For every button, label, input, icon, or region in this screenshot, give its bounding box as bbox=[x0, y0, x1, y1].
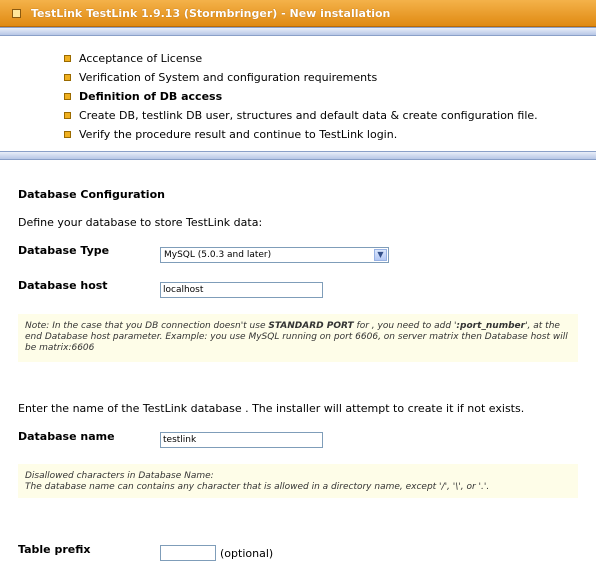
step-label: Acceptance of License bbox=[79, 52, 203, 65]
db-type-label: Database Type bbox=[18, 244, 110, 257]
table-prefix-label: Table prefix bbox=[18, 543, 91, 556]
step-item-license bbox=[64, 52, 538, 71]
step-item-create-db bbox=[64, 109, 538, 128]
header-divider bbox=[0, 27, 596, 36]
port-note-text: ', at the end Database host parameter. Example: you use MySQL running on port 6606, on server matrix then Database host will be matrix:6606 bbox=[25, 321, 568, 353]
db-name-label: Database name bbox=[18, 430, 115, 443]
window-icon bbox=[12, 9, 21, 18]
db-name-note bbox=[18, 464, 578, 498]
step-label: Verification of System and configuration requirements bbox=[79, 71, 378, 84]
db-name-note-line: Disallowed characters in Database Name: bbox=[25, 471, 214, 481]
db-name-instruction: Enter the name of the TestLink database . The installer will attempt to create it if not exists. bbox=[18, 402, 525, 415]
step-item-verification bbox=[64, 71, 538, 90]
define-instruction: Define your database to store TestLink data: bbox=[18, 216, 263, 229]
db-host-input[interactable]: localhost bbox=[160, 282, 323, 298]
db-type-selected-value: MySQL (5.0.3 and later) bbox=[164, 250, 272, 260]
step-label: Verify the procedure result and continue to TestLink login. bbox=[79, 128, 398, 141]
section-divider bbox=[0, 151, 596, 160]
db-host-label: Database host bbox=[18, 279, 108, 292]
port-note-emphasis: STANDARD PORT bbox=[268, 321, 354, 331]
db-name-input[interactable]: testlink bbox=[160, 432, 323, 448]
db-name-note-line: The database name can contains any character that is allowed in a directory name, except '/', '\', or '.'. bbox=[25, 482, 490, 492]
port-note-text: Note: In the case that you DB connection doesn't use bbox=[25, 321, 269, 331]
step-label-current: Definition of DB access bbox=[79, 90, 223, 103]
step-item-verify bbox=[64, 128, 538, 147]
chevron-down-icon[interactable]: ▼ bbox=[374, 249, 387, 261]
bullet-icon bbox=[64, 112, 71, 119]
window-title-bar bbox=[0, 0, 596, 27]
step-item-db-access bbox=[64, 90, 538, 109]
section-title: Database Configuration bbox=[18, 188, 165, 201]
installation-steps bbox=[64, 52, 538, 147]
bullet-icon bbox=[64, 55, 71, 62]
bullet-icon bbox=[64, 131, 71, 138]
port-note-emphasis: :port_number bbox=[456, 321, 526, 331]
bullet-icon bbox=[64, 74, 71, 81]
db-type-select[interactable] bbox=[160, 247, 389, 263]
port-note-text: for , you need to add ' bbox=[353, 321, 457, 331]
window-title: TestLink TestLink 1.9.13 (Stormbringer) - New installation bbox=[31, 7, 391, 20]
table-prefix-input[interactable] bbox=[160, 545, 216, 561]
optional-hint: (optional) bbox=[220, 547, 274, 560]
bullet-icon bbox=[64, 93, 71, 100]
port-note bbox=[18, 314, 578, 362]
step-label: Create DB, testlink DB user, structures and default data & create configuration file. bbox=[79, 109, 538, 122]
